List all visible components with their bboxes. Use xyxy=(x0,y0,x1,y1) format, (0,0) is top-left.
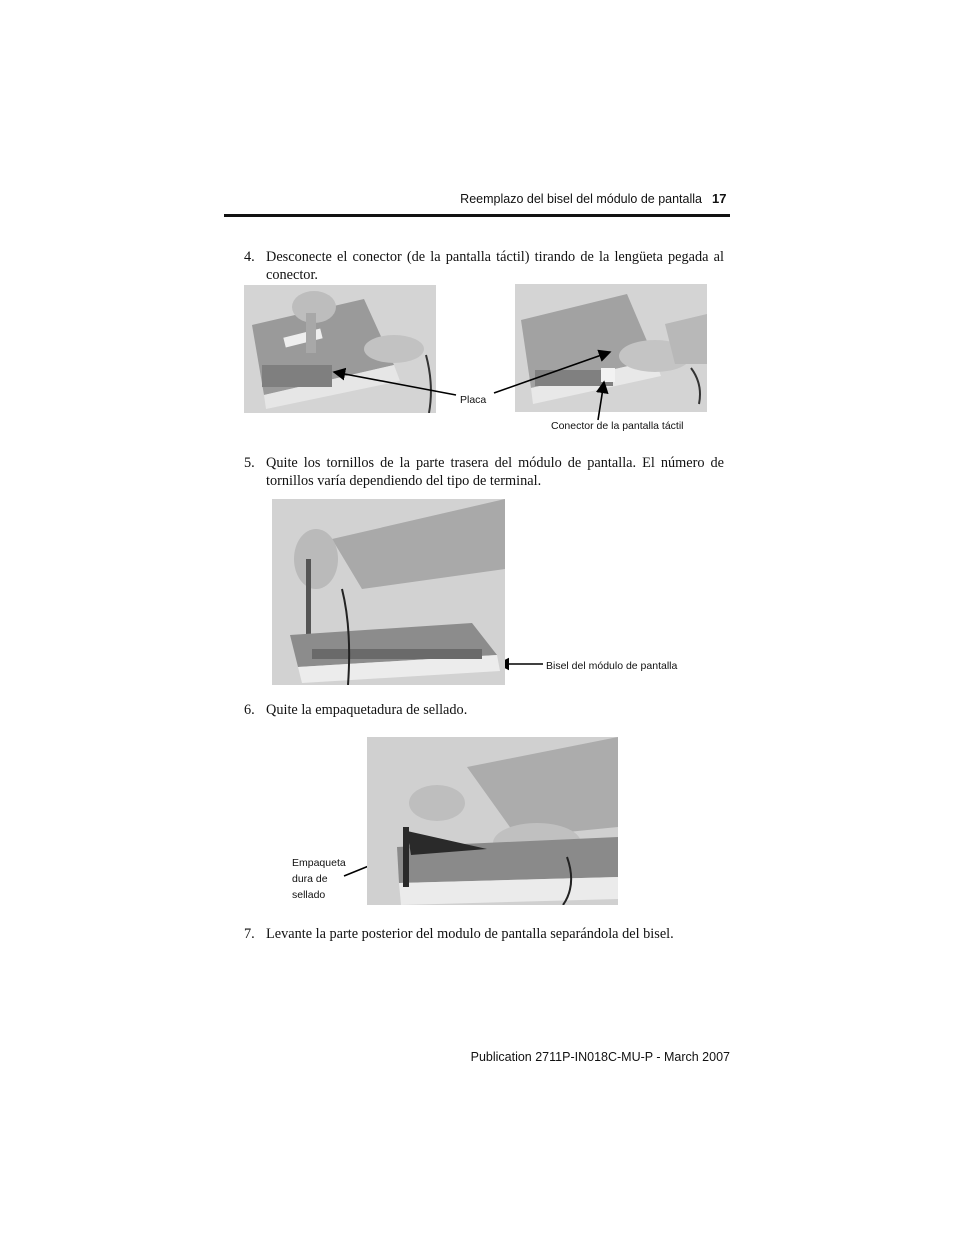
callout-placa: Placa xyxy=(460,394,487,406)
photo-remove-gasket xyxy=(367,737,618,905)
callout-connector: Conector de la pantalla táctil xyxy=(551,420,684,432)
step-6 xyxy=(244,701,724,719)
publication-footer: Publication 2711P-IN018C-MU-P - March 2007 xyxy=(470,1050,730,1064)
step-7 xyxy=(244,925,724,943)
step-number: 7. xyxy=(244,926,255,942)
callout-gasket: Empaqueta dura de sellado xyxy=(292,857,346,901)
step-number: 5. xyxy=(244,455,255,471)
step-text: Quite la empaquetadura de sellado. xyxy=(266,702,468,718)
step-text: Levante la parte posterior del modulo de pantalla separándola del bisel. xyxy=(266,926,674,942)
page-number: 17 xyxy=(712,191,727,206)
step-text: Quite los tornillos de la parte trasera del módulo de pantalla. El número de tornillos varía dependiendo del tipo de terminal. xyxy=(266,455,724,489)
step-5 xyxy=(244,454,724,490)
step-number: 6. xyxy=(244,702,255,718)
running-header-title: Reemplazo del bisel del módulo de pantalla xyxy=(460,192,702,206)
photo-remove-screws xyxy=(272,499,505,685)
step-text: Desconecte el conector (de la pantalla táctil) tirando de la lengüeta pegada al conector. xyxy=(266,249,724,283)
step-number: 4. xyxy=(244,249,255,265)
callout-bezel: Bisel del módulo de pantalla xyxy=(546,660,678,672)
